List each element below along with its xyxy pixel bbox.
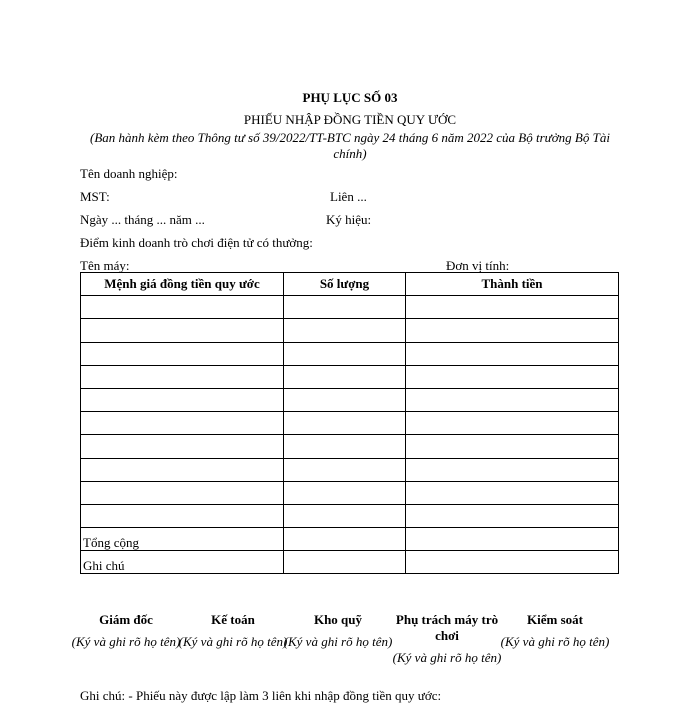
signature-title: Phụ trách máy trò chơi bbox=[395, 612, 499, 643]
signature-title: Kiểm soát bbox=[527, 612, 583, 627]
unit-field: Đơn vị tính: bbox=[446, 258, 510, 273]
issuance-note: (Ban hành kèm theo Thông tư số 39/2022/TT-BTC ngày 24 tháng 6 năm 2022 của Bộ trưởng Bộ Tài chính) bbox=[90, 130, 610, 161]
table-cell bbox=[406, 412, 619, 435]
business-location-field: Điểm kinh doanh trò chơi điện tử có thưởng: bbox=[80, 235, 313, 250]
table-cell bbox=[284, 412, 406, 435]
signature-block bbox=[500, 612, 610, 650]
signature-instruction: (Ký và ghi rõ họ tên) bbox=[71, 634, 181, 649]
currency-table bbox=[80, 272, 619, 574]
table-row bbox=[81, 296, 619, 319]
table-cell bbox=[81, 388, 284, 411]
signature-block bbox=[392, 612, 502, 666]
signature-title: Kho quỹ bbox=[313, 612, 363, 627]
table-cell bbox=[406, 435, 619, 458]
table-cell bbox=[406, 551, 619, 574]
column-header: Mệnh giá đồng tiền quy ước bbox=[81, 273, 284, 296]
note-row-label: Ghi chú bbox=[81, 551, 284, 574]
table-cell bbox=[81, 342, 284, 365]
table-cell bbox=[406, 319, 619, 342]
total-row-label: Tổng cộng bbox=[81, 528, 284, 551]
copy-field: Liên ... bbox=[330, 189, 367, 204]
table-cell bbox=[406, 365, 619, 388]
table-row bbox=[81, 365, 619, 388]
form-title: PHIẾU NHẬP ĐỒNG TIỀN QUY ƯỚC bbox=[243, 112, 457, 127]
tax-code-field: MST: bbox=[80, 189, 110, 204]
signature-block bbox=[283, 612, 393, 650]
appendix-title: PHỤ LỤC SỐ 03 bbox=[302, 90, 398, 105]
table-cell bbox=[406, 528, 619, 551]
table-cell bbox=[284, 319, 406, 342]
table-row bbox=[81, 435, 619, 458]
table-cell bbox=[284, 504, 406, 527]
table-row bbox=[81, 412, 619, 435]
table-row bbox=[81, 342, 619, 365]
table-cell bbox=[406, 458, 619, 481]
table-cell bbox=[81, 458, 284, 481]
table-cell bbox=[81, 435, 284, 458]
table-cell bbox=[284, 388, 406, 411]
table-row bbox=[81, 388, 619, 411]
table-row bbox=[81, 504, 619, 527]
table-cell bbox=[81, 365, 284, 388]
table-cell bbox=[284, 435, 406, 458]
signature-instruction: (Ký và ghi rõ họ tên) bbox=[283, 634, 393, 649]
signature-block bbox=[178, 612, 288, 650]
table-cell bbox=[284, 342, 406, 365]
signature-block bbox=[71, 612, 181, 650]
table-row bbox=[81, 481, 619, 504]
table-cell bbox=[284, 365, 406, 388]
table-cell bbox=[406, 296, 619, 319]
column-header: Thành tiền bbox=[406, 273, 619, 296]
company-name-field: Tên doanh nghiệp: bbox=[80, 166, 178, 181]
column-header: Số lượng bbox=[284, 273, 406, 296]
table-cell bbox=[81, 412, 284, 435]
table-row bbox=[81, 319, 619, 342]
date-field: Ngày ... tháng ... năm ... bbox=[80, 212, 205, 227]
table-cell bbox=[284, 481, 406, 504]
table-cell bbox=[284, 296, 406, 319]
table-cell bbox=[406, 481, 619, 504]
table-cell bbox=[406, 388, 619, 411]
signature-title: Giám đốc bbox=[99, 612, 153, 627]
table-cell bbox=[406, 504, 619, 527]
signature-instruction: (Ký và ghi rõ họ tên) bbox=[178, 634, 288, 649]
table-header-row bbox=[81, 273, 619, 296]
table-cell bbox=[284, 528, 406, 551]
table-cell bbox=[81, 296, 284, 319]
table-cell bbox=[284, 551, 406, 574]
table-row bbox=[81, 458, 619, 481]
total-row bbox=[81, 528, 619, 551]
footer-note: Ghi chú: - Phiếu này được lập làm 3 liên khi nhập đồng tiền quy ước: bbox=[80, 688, 442, 703]
signature-instruction: (Ký và ghi rõ họ tên) bbox=[500, 634, 610, 649]
table-cell bbox=[284, 458, 406, 481]
machine-name-field: Tên máy: bbox=[80, 258, 130, 273]
signature-instruction: (Ký và ghi rõ họ tên) bbox=[392, 650, 502, 665]
symbol-field: Ký hiệu: bbox=[326, 212, 372, 227]
table-cell bbox=[81, 319, 284, 342]
signature-title: Kế toán bbox=[211, 612, 255, 627]
note-row bbox=[81, 551, 619, 574]
table-cell bbox=[81, 504, 284, 527]
table-cell bbox=[406, 342, 619, 365]
table-cell bbox=[81, 481, 284, 504]
